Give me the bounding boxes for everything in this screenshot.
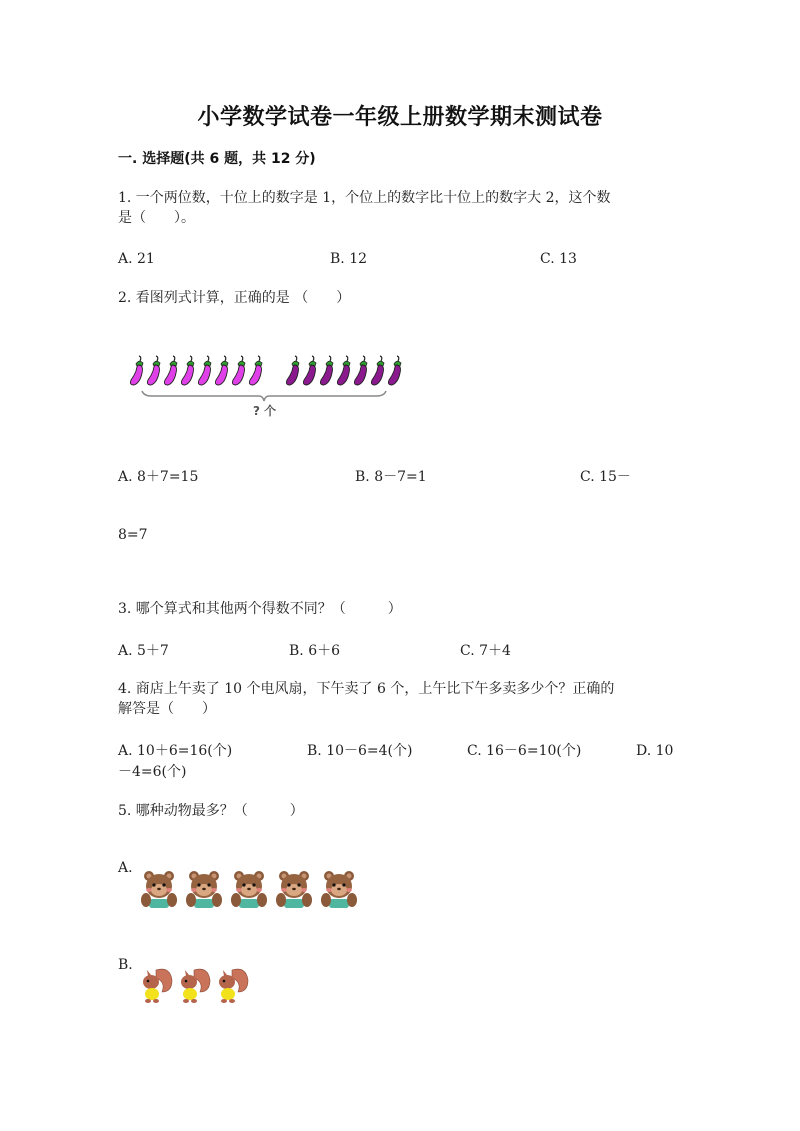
q2-option-c-continued: 8=7 [118, 527, 148, 543]
squirrel-icon [140, 966, 174, 1004]
eggplant-icon [231, 355, 248, 387]
eggplant-icon [353, 355, 370, 387]
q3-option-c: C. 7＋4 [460, 643, 511, 659]
eggplant-icon [163, 355, 180, 387]
q4-option-b: B. 10－6=4(个) [307, 743, 413, 759]
q2-option-b: B. 8－7=1 [355, 469, 427, 485]
bear-icon [140, 869, 178, 909]
eggplant-group-1 [129, 355, 265, 387]
eggplant-icon [302, 355, 319, 387]
eggplant-icon [285, 355, 302, 387]
eggplant-icon [146, 355, 163, 387]
bear-icon [320, 869, 358, 909]
q5-option-a-label: A. [118, 860, 133, 876]
squirrel-icon [216, 966, 250, 1004]
eggplant-icon [180, 355, 197, 387]
bear-icon [230, 869, 268, 909]
question-4 [118, 679, 683, 719]
q1-option-b: B. 12 [330, 251, 368, 267]
q1-option-a: A. 21 [118, 251, 155, 267]
question-5-text: 5. 哪种动物最多？（ ） [118, 803, 304, 819]
question-3-text: 3. 哪个算式和其他两个得数不同？（ ） [118, 601, 402, 617]
eggplant-icon [370, 355, 387, 387]
question-4-text-line2: 解答是（ ） [118, 701, 216, 717]
q3-option-a: A. 5＋7 [118, 643, 169, 659]
eggplant-icon [336, 355, 353, 387]
squirrel-icon [178, 966, 212, 1004]
q4-option-a: A. 10＋6=16(个) [118, 743, 233, 759]
question-2-text: 2. 看图列式计算，正确的是 （ ） [118, 290, 351, 306]
bear-icon [185, 869, 223, 909]
q4-option-d: D. 10 [636, 743, 674, 759]
bear-group [140, 869, 365, 909]
q4-option-d-continued: －4=6(个) [118, 764, 187, 780]
eggplant-group-2 [285, 355, 404, 387]
eggplant-icon [248, 355, 265, 387]
eggplant-icon [197, 355, 214, 387]
bear-icon [275, 869, 313, 909]
section-heading: 一. 选择题(共 6 题，共 12 分) [118, 151, 316, 167]
eggplant-icon [214, 355, 231, 387]
q3-option-b: B. 6＋6 [289, 643, 341, 659]
q4-option-c: C. 16－6=10(个) [467, 743, 582, 759]
question-1-text-line2: 是（ ）。 [118, 210, 195, 226]
eggplant-icon [319, 355, 336, 387]
q5-option-b-label: B. [118, 957, 133, 973]
question-4-text-line1: 4. 商店上午卖了 10 个电风扇，下午卖了 6 个，上午比下午多卖多少个？正确的 [118, 681, 615, 697]
question-1 [118, 188, 683, 228]
eggplant-icon [387, 355, 404, 387]
q2-option-c: C. 15－ [580, 469, 631, 485]
question-1-text-line1: 1. 一个两位数，十位上的数字是 1，个位上的数字比十位上的数字大 2，这个数 [118, 190, 611, 206]
q1-option-c: C. 13 [540, 251, 577, 267]
brace-icon [141, 390, 387, 402]
brace-label: ? 个 [253, 404, 277, 418]
page-title: 小学数学试卷一年级上册数学期末测试卷 [197, 105, 603, 130]
eggplant-icon [129, 355, 146, 387]
squirrel-group [140, 966, 254, 1004]
q2-option-a: A. 8＋7=15 [118, 469, 199, 485]
